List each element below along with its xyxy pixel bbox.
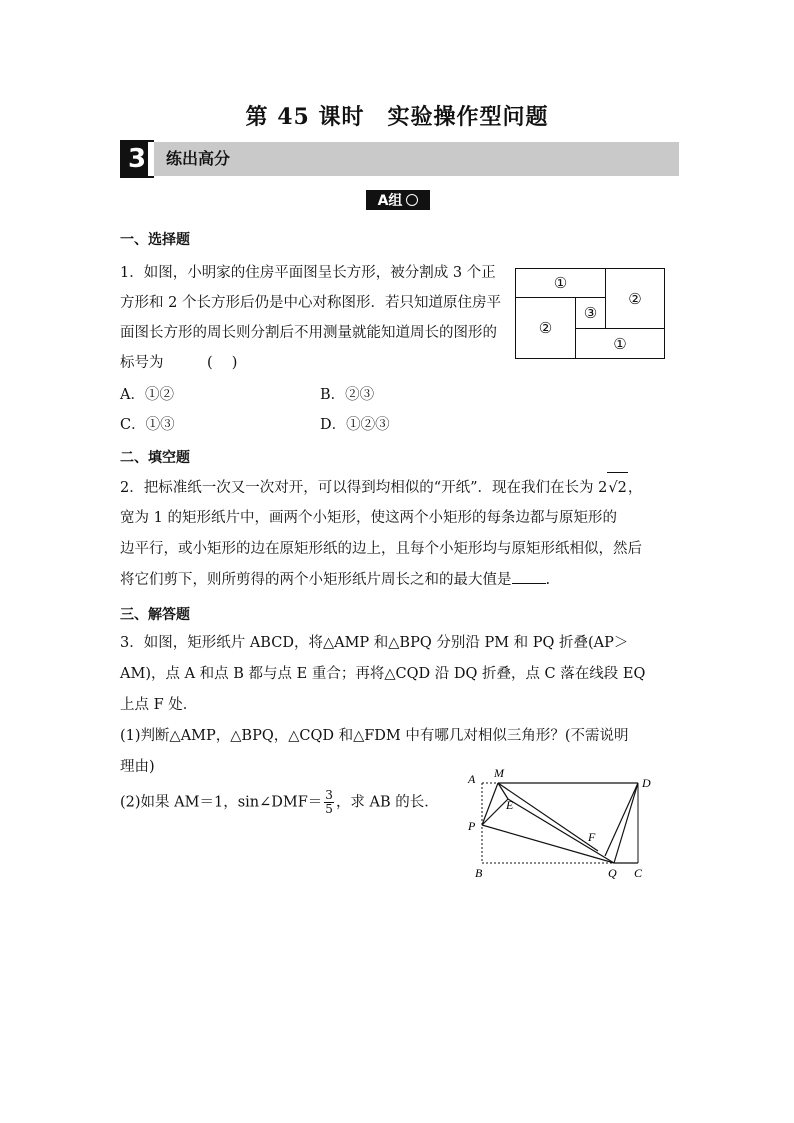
section-number-badge: 3	[120, 140, 154, 178]
segment-DF	[605, 783, 638, 856]
fold-DQ	[614, 783, 638, 863]
part-heading-fill: 二、填空题	[120, 450, 190, 466]
label-Q: Q	[608, 866, 617, 880]
section-number-stripe	[148, 142, 154, 176]
figure-region-1-bottom: ①	[575, 328, 665, 359]
segment-MF	[498, 783, 598, 851]
question-1-text: 1．如图，小明家的住房平面图呈长方形，被分割成 3 个正方形和 2 个长方形后仍是中心对称图形．若只知道原住房平面图长方形的周长则分割后不用测量就能知道周长的图形的标号为 ( )	[120, 265, 501, 371]
question-3-line-1: 3．如图，矩形纸片 ABCD，将△AMP 和△BPQ 分别沿 PM 和 PQ 折叠(AP＞	[120, 635, 629, 651]
question-2-line-3: 边平行，或小矩形的边在原矩形纸的边上，且每个小矩形均与原矩形纸相似，然后	[120, 541, 642, 557]
question-3-sub2	[120, 789, 460, 816]
label-F: F	[588, 830, 596, 844]
question-2-line-2: 宽为 1 的矩形纸片中，画两个小矩形，使这两个小矩形的每条边都与原矩形的	[120, 510, 617, 526]
sqrt-symbol: √2	[607, 472, 627, 503]
q3-sub2-end: ，求 AB 的长．	[335, 794, 439, 811]
segment-ME	[498, 783, 508, 799]
fold-MP	[482, 783, 498, 825]
segment-PE	[482, 799, 508, 825]
question-3-line-3: 上点 F 处．	[120, 697, 198, 713]
part-heading-choice: 一、选择题	[120, 232, 190, 248]
section-label: 练出高分	[166, 149, 231, 168]
floor-plan-figure	[515, 268, 665, 359]
q3-sub2-text: (2)如果 AM＝1，sin∠DMF＝	[120, 794, 323, 811]
label-P: P	[468, 819, 476, 833]
label-C: C	[634, 866, 643, 880]
group-label: A组	[377, 193, 403, 209]
fraction-denominator: 5	[325, 802, 333, 816]
figure-region-1-top: ①	[515, 268, 606, 298]
option-c: C．①③	[120, 417, 175, 433]
question-3-sub1-line-1: (1)判断△AMP，△BPQ，△CQD 和△FDM 中有哪几对相似三角形？(不需说明	[120, 728, 629, 744]
page-title: 第 45 课时 实验操作型问题	[245, 104, 549, 130]
label-M: M	[494, 766, 504, 780]
group-badge	[366, 190, 430, 210]
part-heading-solve: 三、解答题	[120, 607, 190, 623]
label-E: E	[506, 798, 514, 812]
label-A: A	[468, 772, 476, 786]
option-d: D．①②③	[320, 417, 390, 433]
q2-line4-end: .	[545, 572, 551, 588]
question-3-line-2: AM)，点 A 和点 B 都与点 E 重合；再将△CQD 沿 DQ 折叠，点 C 落在线段 EQ	[120, 666, 646, 682]
segment-EQ	[508, 799, 614, 863]
clock-icon	[406, 194, 418, 206]
figure-region-2-right: ②	[605, 268, 665, 329]
option-b: B．②③	[320, 387, 375, 403]
answer-blank	[512, 569, 546, 584]
fraction-three-fifths	[324, 789, 334, 816]
question-2-line-4	[120, 565, 680, 595]
fraction-numerator: 3	[325, 788, 333, 802]
label-D: D	[642, 776, 651, 790]
q2-line1-text: 2．把标准纸一次又一次对开，可以得到均相似的“开纸”．现在我们在长为 2	[120, 480, 608, 496]
q2-line4-text: 将它们剪下，则所剪得的两个小矩形纸片周长之和的最大值是	[120, 572, 512, 588]
question-2-line-1	[120, 472, 680, 503]
label-B: B	[475, 866, 483, 880]
option-a: A．①②	[120, 387, 174, 403]
figure-region-3-center: ③	[575, 297, 606, 329]
sqrt-value: 2	[617, 480, 627, 496]
folding-figure	[460, 765, 660, 890]
figure-region-2-left: ②	[515, 297, 576, 359]
question-3-sub1-line-2: 理由)	[120, 759, 155, 775]
q2-line1-end: ，	[627, 480, 643, 496]
